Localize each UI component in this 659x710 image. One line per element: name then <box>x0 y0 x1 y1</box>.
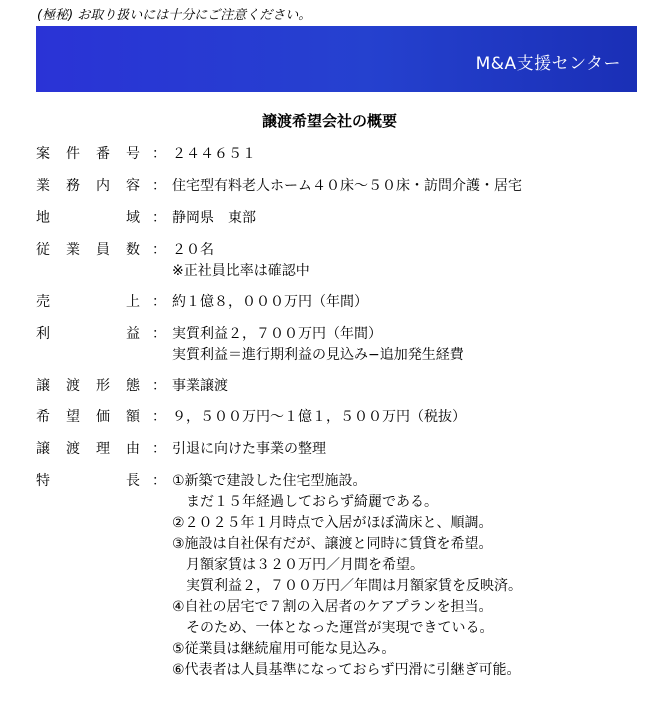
feature-line: ⑥代表者は人員基準になっておらず円滑に引継ぎ可能。 <box>172 662 521 678</box>
row-label: 希 望 価 額 <box>36 409 140 425</box>
row-value: ９，５００万円〜１億１，５００万円（税抜） <box>172 409 466 425</box>
row-value: 引退に向けた事業の整理 <box>172 441 326 457</box>
row-label: 譲 渡 理 由 <box>36 441 140 457</box>
row-value: 事業譲渡 <box>172 378 228 394</box>
page-title: 譲渡希望会社の概要 <box>261 112 397 130</box>
row-label: 案 件 番 号 <box>36 146 140 162</box>
feature-line: ③施設は自社保有だが、譲渡と同時に賃貸を希望。 <box>172 536 493 552</box>
feature-line: まだ１５年経過しておらず綺麗である。 <box>172 494 438 510</box>
colon: ： <box>152 178 166 194</box>
feature-line: 実質利益２，７００万円／年間は月額家賃を反映済。 <box>172 578 522 594</box>
colon: ： <box>152 473 166 489</box>
row-label: 従 業 員 数 <box>36 242 140 258</box>
feature-line: ①新築で建設した住宅型施設。 <box>172 473 367 489</box>
row-value: ２０名 ※正社員比率は確認中 <box>172 242 310 279</box>
row-value: 実質利益２，７００万円（年間） 実質利益＝進行期利益の見込み−追加発生経費 <box>172 326 464 363</box>
row-label: 譲 渡 形 態 <box>36 378 140 394</box>
colon: ： <box>152 441 166 457</box>
colon: ： <box>152 242 166 258</box>
colon: ： <box>152 146 166 162</box>
row-label: 特 長 <box>36 473 140 489</box>
colon: ： <box>152 294 166 310</box>
colon: ： <box>152 210 166 226</box>
feature-line: 月額家賃は３２０万円／月間を希望。 <box>172 557 424 573</box>
confidential-notice: (極秘) お取り扱いには十分にご注意ください。 <box>37 8 312 23</box>
feature-line: ②２０２５年１月時点で入居がほぼ満床と、順調。 <box>172 515 493 531</box>
feature-line: そのため、一体となった運営が実現できている。 <box>172 620 494 636</box>
colon: ： <box>152 378 166 394</box>
feature-line: ④自社の居宅で７割の入居者のケアプランを担当。 <box>172 599 493 615</box>
colon: ： <box>152 409 166 425</box>
row-label: 地 域 <box>36 210 140 226</box>
row-label: 売 上 <box>36 294 140 310</box>
row-value: 静岡県 東部 <box>172 210 256 226</box>
row-label: 利 益 <box>36 326 140 342</box>
row-label: 業 務 内 容 <box>36 178 140 194</box>
banner-title: M&A支援センター <box>475 54 621 74</box>
row-value: 住宅型有料老人ホーム４０床〜５０床・訪問介護・居宅 <box>172 178 522 194</box>
row-value: ２４４６５１ <box>172 146 256 162</box>
colon: ： <box>152 326 166 342</box>
row-value: 約１億８，０００万円（年間） <box>172 294 368 310</box>
row-value <box>172 471 522 681</box>
header-banner <box>36 26 637 92</box>
feature-line: ⑤従業員は継続雇用可能な見込み。 <box>172 641 396 657</box>
